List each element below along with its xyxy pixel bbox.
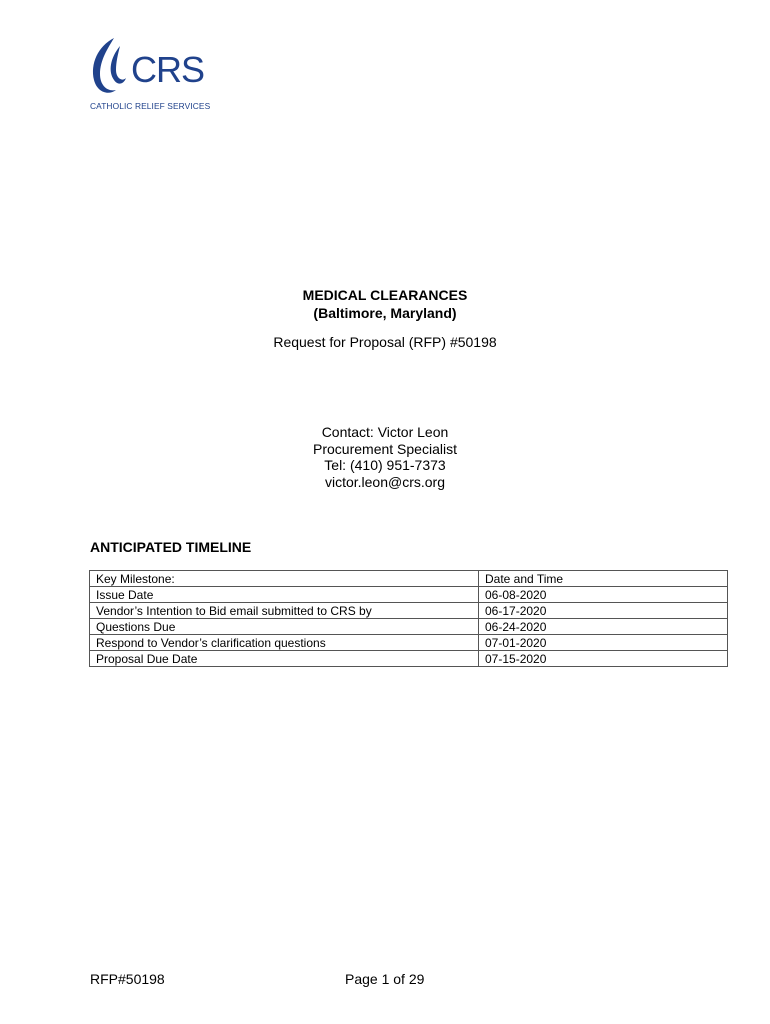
date-cell: 07-01-2020 — [479, 635, 728, 651]
contact-email[interactable]: victor.leon@crs.org — [324, 473, 446, 490]
date-cell: 07-15-2020 — [479, 651, 728, 667]
crs-flame-icon — [88, 36, 136, 100]
table-row — [90, 587, 728, 603]
milestone-cell: Vendor’s Intention to Bid email submitted to CRS by — [90, 603, 479, 619]
timeline-table — [89, 570, 728, 667]
table-row — [90, 603, 728, 619]
table-row — [90, 635, 728, 651]
contact-role: Procurement Specialist — [313, 440, 457, 457]
header-milestone: Key Milestone: — [90, 571, 479, 587]
milestone-cell: Proposal Due Date — [90, 651, 479, 667]
logo-mark: CRS — [131, 49, 205, 90]
table-row — [90, 619, 728, 635]
logo-tagline: CATHOLIC RELIEF SERVICES — [90, 101, 211, 111]
contact-block — [0, 424, 770, 490]
header-date: Date and Time — [479, 571, 728, 587]
page-number: Page 1 of 29 — [345, 971, 425, 987]
milestone-cell: Issue Date — [90, 587, 479, 603]
date-cell: 06-24-2020 — [479, 619, 728, 635]
milestone-cell: Questions Due — [90, 619, 479, 635]
table-row — [90, 651, 728, 667]
table-header-row — [90, 571, 728, 587]
contact-tel: Tel: (410) 951-7373 — [324, 457, 446, 473]
title-block — [0, 286, 770, 350]
date-cell: 06-08-2020 — [479, 587, 728, 603]
footer-rfp: RFP#50198 — [90, 971, 165, 987]
milestone-cell: Respond to Vendor’s clarification questions — [90, 635, 479, 651]
rfp-line: Request for Proposal (RFP) #50198 — [273, 334, 497, 350]
document-location: (Baltimore, Maryland) — [313, 305, 457, 321]
crs-logo — [88, 36, 218, 116]
document-title: MEDICAL CLEARANCES — [302, 287, 468, 303]
timeline-heading: ANTICIPATED TIMELINE — [90, 539, 252, 555]
date-cell: 06-17-2020 — [479, 603, 728, 619]
contact-name: Contact: Victor Leon — [321, 424, 449, 440]
